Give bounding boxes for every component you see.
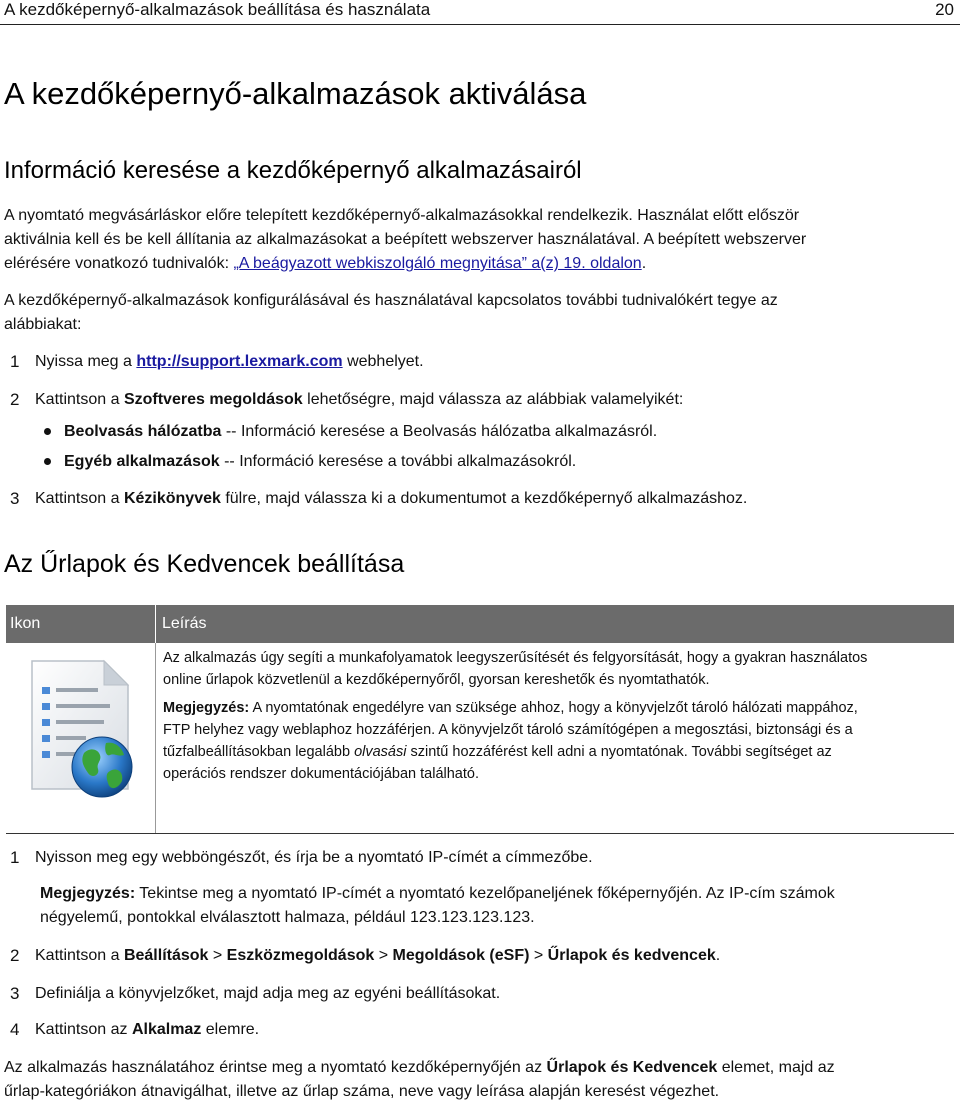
note-label: Megjegyzés: [163, 700, 250, 716]
config-paragraph [4, 289, 954, 337]
step-text [35, 388, 683, 412]
intro-line-1: A nyomtató megvásárláskor előre telepített kezdőképernyő-alkalmazásokkal rendelkezik. Használat előtt először [4, 207, 800, 224]
step-number: 3 [10, 489, 20, 508]
note-cell [163, 697, 953, 785]
step-bold: Szoftveres megoldások [123, 391, 303, 408]
bullet-icon [44, 458, 51, 465]
step-text: Nyisson meg egy webböngészőt, és írja be a nyomtató IP-címét a címmezőbe. [35, 849, 593, 866]
step-bold: Alkalmaz [131, 1021, 202, 1038]
final-line-2: űrlap-kategóriákon átnavigálhat, illetve az űrlap száma, neve vagy leírása alapján keresést végezhet. [4, 1083, 720, 1100]
intro-line-3-end: . [641, 255, 647, 272]
final-bold: Űrlapok és Kedvencek [546, 1059, 718, 1076]
step-bold: Űrlapok és kedvencek [547, 947, 716, 964]
step-text [35, 944, 720, 968]
subsection-title: Információ keresése a kezdőképernyő alkalmazásairól [4, 157, 582, 184]
bullet-item [64, 420, 657, 444]
note-label: Megjegyzés: [40, 885, 136, 902]
step-number: 3 [10, 984, 20, 1003]
description-cell [163, 647, 953, 691]
step-text-pre: Kattintson a [35, 490, 124, 507]
step-bold: Eszközmegoldások [226, 947, 375, 964]
step-text-post: fülre, majd válassza ki a dokumentumot a kezdőképernyő alkalmazáshoz. [220, 490, 748, 507]
header-title: A kezdőképernyő-alkalmazások beállítása és használata [4, 0, 431, 19]
final-paragraph [4, 1056, 954, 1104]
step-number: 2 [10, 390, 20, 409]
step-text-post: lehetőségre, majd válassza az alábbiak valamelyikét: [302, 391, 684, 408]
step-text-post: elemre. [201, 1021, 260, 1038]
step-number: 1 [10, 352, 20, 371]
step-sep: > [529, 947, 548, 964]
bullet-text: -- Információ keresése a további alkalmazásokról. [219, 453, 577, 470]
step-text-pre: Kattintson az [35, 1021, 132, 1038]
note-text: Tekintse meg a nyomtató IP-címét a nyomtató kezelőpaneljének főképernyőjén. Az IP-cím számok [135, 885, 835, 902]
step-bold: Kézikönyvek [123, 490, 221, 507]
desc-line: online űrlapok közvetlenül a kezdőképernyőről, gyorsan kereshetők és nyomtathatók. [163, 672, 710, 688]
note-text: A nyomtatónak engedélyre van szüksége ahhoz, hogy a könyvjelzőt tároló hálózati mappához, [249, 700, 858, 716]
bullet-item [64, 450, 576, 474]
note-line: FTP helyhez vagy weblaphoz hozzáférjen. A könyvjelzőt tároló számítógépen a megosztási, biztonsági és a [163, 722, 853, 738]
page-number: 20 [935, 0, 954, 19]
step-text [35, 1018, 259, 1042]
step-sep: > [374, 947, 393, 964]
step-text-pre: Kattintson a [35, 947, 124, 964]
page-header [0, 0, 960, 25]
embedded-web-server-link[interactable]: „A beágyazott webkiszolgáló megnyitása” a(z) 19. oldalon [233, 255, 642, 272]
section-title-forms: Az Űrlapok és Kedvencek beállítása [4, 550, 405, 578]
note-text: tűzfalbeállításokban legalább [163, 744, 355, 760]
column-header-description: Leírás [162, 615, 207, 632]
step-number: 2 [10, 946, 20, 965]
note-line [163, 697, 953, 719]
column-header-icon: Ikon [10, 615, 41, 632]
step-bold: Beállítások [123, 947, 209, 964]
section-title: A kezdőképernyő-alkalmazások aktiválása [4, 76, 587, 111]
step-text [35, 487, 747, 511]
step-bold: Megoldások (eSF) [392, 947, 530, 964]
note-text: szintű hozzáférést kell adni a nyomtatónak. További segítséget az [406, 744, 832, 760]
final-line-1 [4, 1056, 954, 1080]
step-text-post: webhelyet. [342, 353, 424, 370]
step-text: Definiálja a könyvjelzőket, majd adja meg az egyéni beállításokat. [35, 985, 501, 1002]
note-italic: olvasási [354, 744, 407, 760]
desc-line: Az alkalmazás úgy segíti a munkafolyamatok leegyszerűsítését és felgyorsítását, hogy a gyakran használatos [163, 650, 868, 666]
final-text: elemet, majd az [717, 1059, 835, 1076]
step-text-pre: Kattintson a [35, 391, 124, 408]
forms-table [6, 605, 954, 834]
note-line: operációs rendszer dokumentációjában található. [163, 766, 479, 782]
intro-line-2: aktiválnia kell és be kell állítania az alkalmazásokat a beépített webszerver használatával. A beépített webszerver [4, 231, 807, 248]
ip-note-line-1 [40, 882, 955, 906]
bullet-bold: Beolvasás hálózatba [64, 423, 222, 440]
step-text-pre: Nyissa meg a [35, 353, 137, 370]
bullet-text: -- Információ keresése a Beolvasás hálózatba alkalmazásról. [221, 423, 658, 440]
step-number: 1 [10, 848, 20, 867]
intro-line-3-text: elérésére vonatkozó tudnivalók: [4, 255, 234, 272]
column-separator [155, 643, 156, 833]
support-link[interactable]: http://support.lexmark.com [136, 353, 343, 370]
table-header [6, 605, 954, 643]
config-line-1: A kezdőképernyő-alkalmazások konfigurálásával és használatával kapcsolatos további tudnivalókért tegye az [4, 292, 778, 309]
ip-note-line-2: négyelemű, pontokkal elválasztott halmaza, például 123.123.123.123. [40, 909, 535, 926]
step-number: 4 [10, 1020, 20, 1039]
intro-line-3 [4, 252, 954, 276]
step-sep: > [208, 947, 227, 964]
intro-paragraph [4, 204, 954, 276]
config-line-2: alábbiakat: [4, 316, 82, 333]
bullet-icon [44, 428, 51, 435]
step-text-post: . [715, 947, 721, 964]
ip-note [40, 882, 955, 930]
forms-globe-icon [18, 657, 138, 807]
bullet-bold: Egyéb alkalmazások [64, 453, 220, 470]
header-separator [155, 605, 156, 643]
step-text [35, 350, 424, 374]
final-text: Az alkalmazás használatához érintse meg a nyomtató kezdőképernyőjén az [4, 1059, 547, 1076]
note-line [163, 741, 953, 763]
